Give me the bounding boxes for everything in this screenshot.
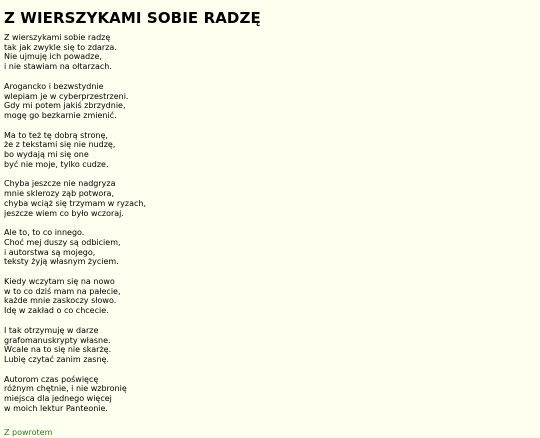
- poem-line: Idę w zakład o co chcecie.: [4, 306, 109, 316]
- stanza-3: [4, 131, 534, 170]
- poem-line: I tak otrzymuję w darze: [4, 325, 99, 335]
- poem-line: Kiedy wczytam się na nowo: [4, 277, 115, 287]
- stanza-4: [4, 179, 534, 218]
- poem-line: w to co dziś mam na pałecie,: [4, 286, 121, 296]
- page: [4, 9, 534, 438]
- poem-line: chyba wciąż się trzymam w ryzach,: [4, 198, 147, 208]
- poem-body: [4, 33, 534, 414]
- poem-line: Ma to też tę dobrą stronę,: [4, 130, 108, 140]
- poem-line: tak jak zwykle się to zdarza.: [4, 42, 117, 52]
- poem-line: każde mnie zaskoczy słowo.: [4, 296, 117, 306]
- poem-line: Arogancko i bezwstydnie: [4, 81, 104, 91]
- stanza-7: [4, 326, 534, 365]
- poem-title: Z WIERSZYKAMI SOBIE RADZĘ: [4, 9, 261, 27]
- poem-line: mnie sklerozy ząb potwora,: [4, 189, 114, 199]
- stanza-2: [4, 82, 534, 121]
- poem-line: w moich lektur Panteonie.: [4, 403, 108, 413]
- poem-line: i autorstwa są mojego,: [4, 247, 96, 257]
- stanza-8: [4, 375, 534, 414]
- poem-line: jeszcze wiem co było wczoraj.: [4, 208, 124, 218]
- poem-line: wlepiam je w cyberprzestrzeni.: [4, 91, 129, 101]
- back-link[interactable]: Z powrotem: [4, 427, 53, 437]
- stanza-5: [4, 228, 534, 267]
- poem-line: Autorom czas poświęcę: [4, 374, 99, 384]
- poem-line: Z wierszykami sobie radzę: [4, 33, 111, 42]
- poem-line: mogę go bezkarnie zmienić.: [4, 110, 117, 120]
- poem-line: teksty żyją własnym życiem.: [4, 257, 119, 267]
- poem-line: być nie moje, tylko cudze.: [4, 159, 109, 169]
- poem-line: Nie ujmuję ich powadze,: [4, 52, 102, 62]
- poem-line: Lubię czytać zanim zasnę.: [4, 354, 109, 364]
- poem-line: Ale to, to co innego.: [4, 228, 85, 238]
- stanza-6: [4, 277, 534, 316]
- poem-line: grafomanuskrypty własne.: [4, 335, 111, 345]
- poem-line: Gdy mi potem jakiś zbrzydnie,: [4, 101, 126, 111]
- stanza-1: [4, 33, 534, 72]
- poem-line: różnym chętnie, i nie wzbronię: [4, 384, 127, 394]
- poem-line: Wcale na to się nie skarżę.: [4, 345, 112, 355]
- poem-line: że z tekstami się nie nudzę,: [4, 140, 116, 150]
- poem-line: i nie stawiam na ołtarzach.: [4, 62, 112, 72]
- poem-line: bo wydają mi się one: [4, 150, 89, 160]
- poem-line: Choć mej duszy są odbiciem,: [4, 237, 121, 247]
- poem-line: Chyba jeszcze nie nadgryza: [4, 179, 116, 189]
- poem-line: miejsca dla jednego więcej: [4, 394, 112, 404]
